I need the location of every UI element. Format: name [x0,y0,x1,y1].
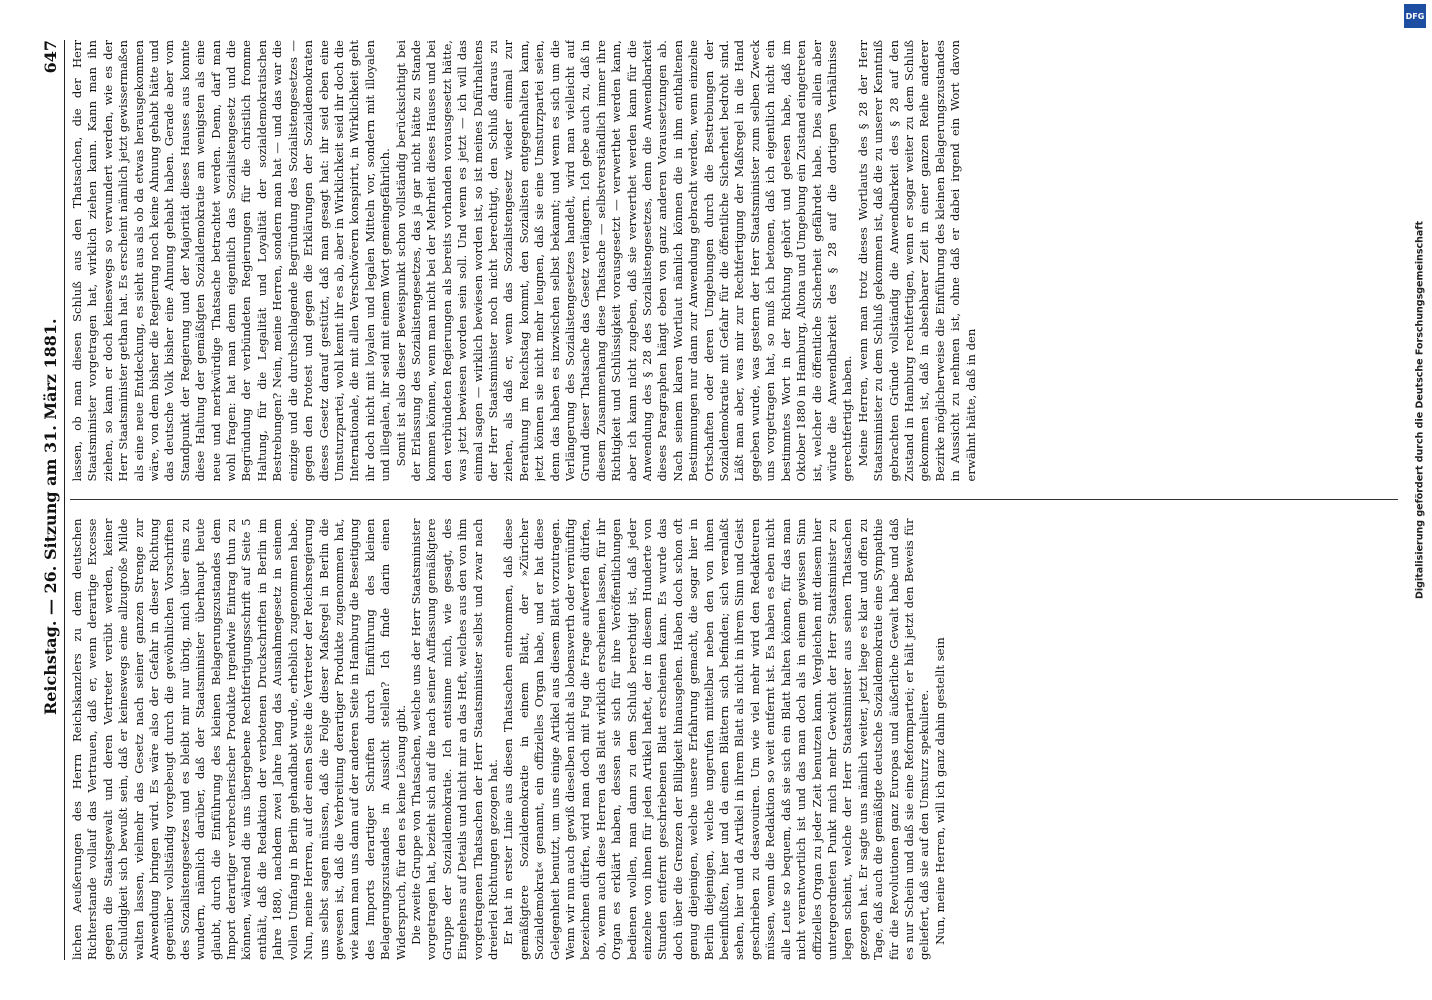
paragraph: Somit ist also dieser Beweispunkt schon vollständig berücksichtigt bei der Erlassung des Sozialistengesetzes, das ja gar nicht hätte zu Stande kommen können, wenn man nicht bei der Mehrheit dieses Hauses und bei den verbündeten Regierungen als bereits vorhanden vorausgesetzt hätte, was jetzt bewiesen worden sein soll. Und wenn es jetzt — ich will das einmal sagen — wirklich bewiesen worden ist, so ist meines Dafürhaltens der Herr Staatsminister noch nicht berechtigt, den Schluß daraus zu ziehen, als daß er, wenn das Sozialistengesetz wieder einmal zur Berathung im Reichstag kommt, den Sozialisten entgegenhalten kann, jetzt können sie nicht mehr leugnen, daß sie eine Umsturzpartei seien, denn das haben es inzwischen selbst bekannt; und wenn es sich um die Verlängerung des Sozialistengesetzes handelt, wird man vielleicht auf Grund dieser Thatsache das Gesetz verlängern. Ich gebe auch zu, daß in diesem Zusammenhang diese Thatsache — selbstverständlich immer ihre Richtigkeit und Schlüssigkeit vorausgesetzt — verwerthet werden kann, aber ich kann nicht zugeben, daß sie verwerthet werden kann für die Anwendung des § 28 des Sozialistengesetzes, denn die Anwendbarkeit dieses Paragraphen hängt eben von ganz anderen Voraussetzungen ab. Nach seinem klaren Wortlaut nämlich können die in ihm enthaltenen Bestimmungen nur dann zur Anwendung gebracht werden, wenn einzelne Ortschaften oder deren Umgebungen durch die Bestrebungen der Sozialdemokratie mit Gefahr für die öffentliche Sicherheit bedroht sind. Läßt man aber, was mir zur Rechtfertigung der Maßregel in die Hand gegeben wurde, was gestern der Herr Staatsminister zum selben Zweck uns vorgetragen hat, so muß ich betonen, daß ich eigentlich nicht ein bestimmtes Wort in der Richtung gehört und gelesen habe, daß im Oktober 1880 in Hamburg, Altona und Umgebung ein Zustand eingetreten ist, welcher die öffentliche Sicherheit gefährdet habe. Dies allein aber würde die Anwendbarkeit des § 28 auf die dortigen Verhältnisse gerechtfertigt haben. [393,40,855,482]
funding-note [1408,30,1432,790]
text-columns [70,40,1398,960]
column-divider [70,500,1398,501]
funding-note-text: Digitalisierung gefördert durch die Deutsche Forschungsgemeinschaft [1414,221,1426,599]
paragraph: Er hat in erster Linie aus diesen Thatsachen entnommen, daß diese gemäßigtere Sozialdemokratie in einem Blatt, der »Züricher Sozialdemokrat« genannt, ein offizielles Organ habe, und er hat diese Gelegenheit benutzt, um uns einige Artikel aus diesem Blatt vorzutragen. Wenn wir nun auch gewiß dieselben nicht als lobenswerth oder vernünftig bezeichnen dürfen, wird man doch mit Fug die Frage aufwerfen dürfen, ob, wenn auch diese Herren das Blatt wirklich erscheinen lassen, für ihr Organ es erklärt haben, dessen sie sich für ihre Veröffentlichungen bedienen wollen, man dann zu dem Schluß berechtigt ist, daß jeder einzelne von ihnen für jeden Artikel haftet, der in diesem Hunderte von Stunden entfernt geschriebenen Blatt erscheinen kann. Es wurde das doch über die Grenzen der Billigkeit hinausgehen. Haben doch schon oft genug diejenigen, welche unsere Erfahrung gemacht, die sogar hier in Berlin diejenigen, welche ungerufen mittelbar neben den von ihnen beeinflußten, hier und da einen Blättern sich befinden; sich veranlaßt sehen, hier und da Artikel in ihrem Blatt als nicht in ihrem Sinn und Geist geschrieben zu desavouiren. Um wie viel mehr wird den Redakteuren müssen, wenn die Redaktion so weit entfernt ist. Es haben es eben nicht alle Leute so bequem, daß sie sich ein Blatt halten können, für das man nicht verantwortlich ist und das man doch als in einem gewissen Sinn offizielles Organ zu jeder Zeit benutzen kann. Vergleichen mit diesem hier untergeordneten Punkt mich mehr Gewicht der Herr Staatsminister zu legen scheint, welche der Herr Staatsminister aus seinen Thatsachen gezogen hat. Er sagte uns nämlich weiter, jetzt liege es klar und offen zu Tage, daß auch die gemäßigte deutsche Sozialdemokratie eine Sympathie für die Revolutionen ganz Europas und äußerliche Gewalt habe und daß es nur Schein und daß sie eine Reformpartei; er hält jetzt den Beweis für geliefert, daß sie auf den Umsturz spekuliere. [501,518,932,960]
paragraph: Meine Herren, wenn man trotz dieses Wortlauts des § 28 der Herr Staatsminister zu dem Schluß gekommen ist, daß die zu unserer Kenntniß gebrachten Gründe vollständig die Anwendbarkeit des § 28 auf den Zustand in Hamburg rechtfertigen, wenn er sogar weiter zu dem Schluß gekommen ist, daß in absehbarer Zeit in einer ganzen Reihe anderer Bezirke möglicherweise die Einführung des kleinen Belagerungszustandes in Aussicht zu nehmen ist, ohne daß er dabei irgend ein Wort davon erwähnt hätte, daß in den [855,40,978,482]
page-number: 647 [41,40,60,74]
running-head [26,40,65,960]
left-column [70,519,1398,961]
running-head-title: Reichstag. — 26. Sitzung am 31. März 1881. [41,318,60,716]
paragraph: lassen, ob man diesen Schluß aus den Thatsachen, die der Herr Staatsminister vorgetragen hat, wirklich ziehen kann. Kann man ihn ziehen, so kann er doch keineswegs so verwundert werden, wie es der Herr Staatsminister gethan hat. Es erscheint nämlich jetzt gewissermaßen als eine neue Entdeckung, es sieht aus als ob da etwas herausgekommen wäre, von dem bisher die Regierung noch keine Ahnung gehabt hätte und das deutsche Volk bisher eine Ahnung gehabt haben. Gerade aber vom Standpunkt der Regierung und der Majorität dieses Hauses aus konnte diese Haltung der gemäßigten Sozialdemokratie am wenigsten als eine neue und merkwürdige Thatsache betrachtet werden. Denn, darf man wohl fragen: hat man denn eigentlich das Sozialistengesetz und die Begründung der verbündeten Regierungen für die christlich fromme Haltung, für die Legalität und Loyalität der sozialdemokratischen Bestrebungen? Nein, meine Herren, sondern man hat — und das war die einzige und die durchschlagende Begründung des Sozialistengesetzes — gegen den Protest und gegen die Erklärungen der Sozialdemokraten dieses Gesetz darauf gestützt, daß man gesagt hat: ihr seid eben eine Umsturzpartei, wohl kennt ihr es ab, aber in Wirklichkeit seid ihr doch die Internationale, die mit allen Verschwörern konspirirt, in Wirklichkeit geht ihr doch nicht mit loyalen und legalen Mitteln vor, sondern mit illoyalen und illegalen, ihr seid mit einem Wort gemeingefährlich. [70,40,393,482]
paragraph: Nun, meine Herren, will ich ganz dahin gestellt sein [932,637,947,945]
paragraph: lichen Aeußerungen des Herrn Reichskanzlers zu dem deutschen Richterstande vollauf das Vertrauen, daß er, wenn derartige Excesse gegen die Staatsgewalt und deren Vertreter verübt werden, keiner Schuldigkeit sich bewußt sein, daß er keineswegs eine allzugroße Milde walten lassen, vielmehr das Gesetz nach seiner ganzen Strenge zur Anwendung bringen wird. Es wäre also der Gefahr in dieser Richtung gegenüber vollständig vorgebeugt durch die gewöhnlichen Vorschriften des Sozialistengesetzes und es bleibt mir nur übrig, mich über eins zu wundern, nämlich darüber, daß der Staatsminister überhaupt heute glaubt, durch die Einführung des kleinen Belagerungszustandes dem Import derartiger verbrecherischer Produkte irgendwie Eintrag thun zu können, während die uns übergebene Rechtfertigungsschrift auf Seite 5 enthält, daß die Redaktion der verbotenen Druckschriften in Berlin im Jahre 1880, nachdem zwei Jahre lang das Ausnahmegesetz in seinem vollen Umfang in Berlin gehandhabt wurde, erheblich zugenommen habe. Nun, meine Herren, auf der einen Seite die Vertreter der Reichsregierung uns selbst sagen müssen, daß die Folge dieser Maßregel in Berlin die gewesen ist, daß die Verbreitung derartiger Produkte zugenommen hat, wie kann man uns dann auf der anderen Seite in Hamburg die Beseitigung des Imports derartiger Schriften durch Einführung des kleinen Belagerungszustandes in Aussicht stellen? Ich finde darin einen Widerspruch, für den es keine Lösung gibt. [70,518,408,960]
right-column [70,40,1398,482]
paragraph: Die zweite Gruppe von Thatsachen, welche uns der Herr Staatsminister vorgetragen hat, bezieht sich auf die nach seiner Auffassung gemäßigtere Gruppe der Sozialdemokratie. Ich entsinne mich, wie gesagt, des Eingehens auf Details und nicht mir an das Heft, welches aus den von ihm vorgetragenen Thatsachen der Herr Staatsminister selbst und zwar nach dreierlei Richtungen gezogen hat. [408,518,500,960]
dfg-logo: DFG [1404,4,1426,28]
document-page [26,20,1406,980]
